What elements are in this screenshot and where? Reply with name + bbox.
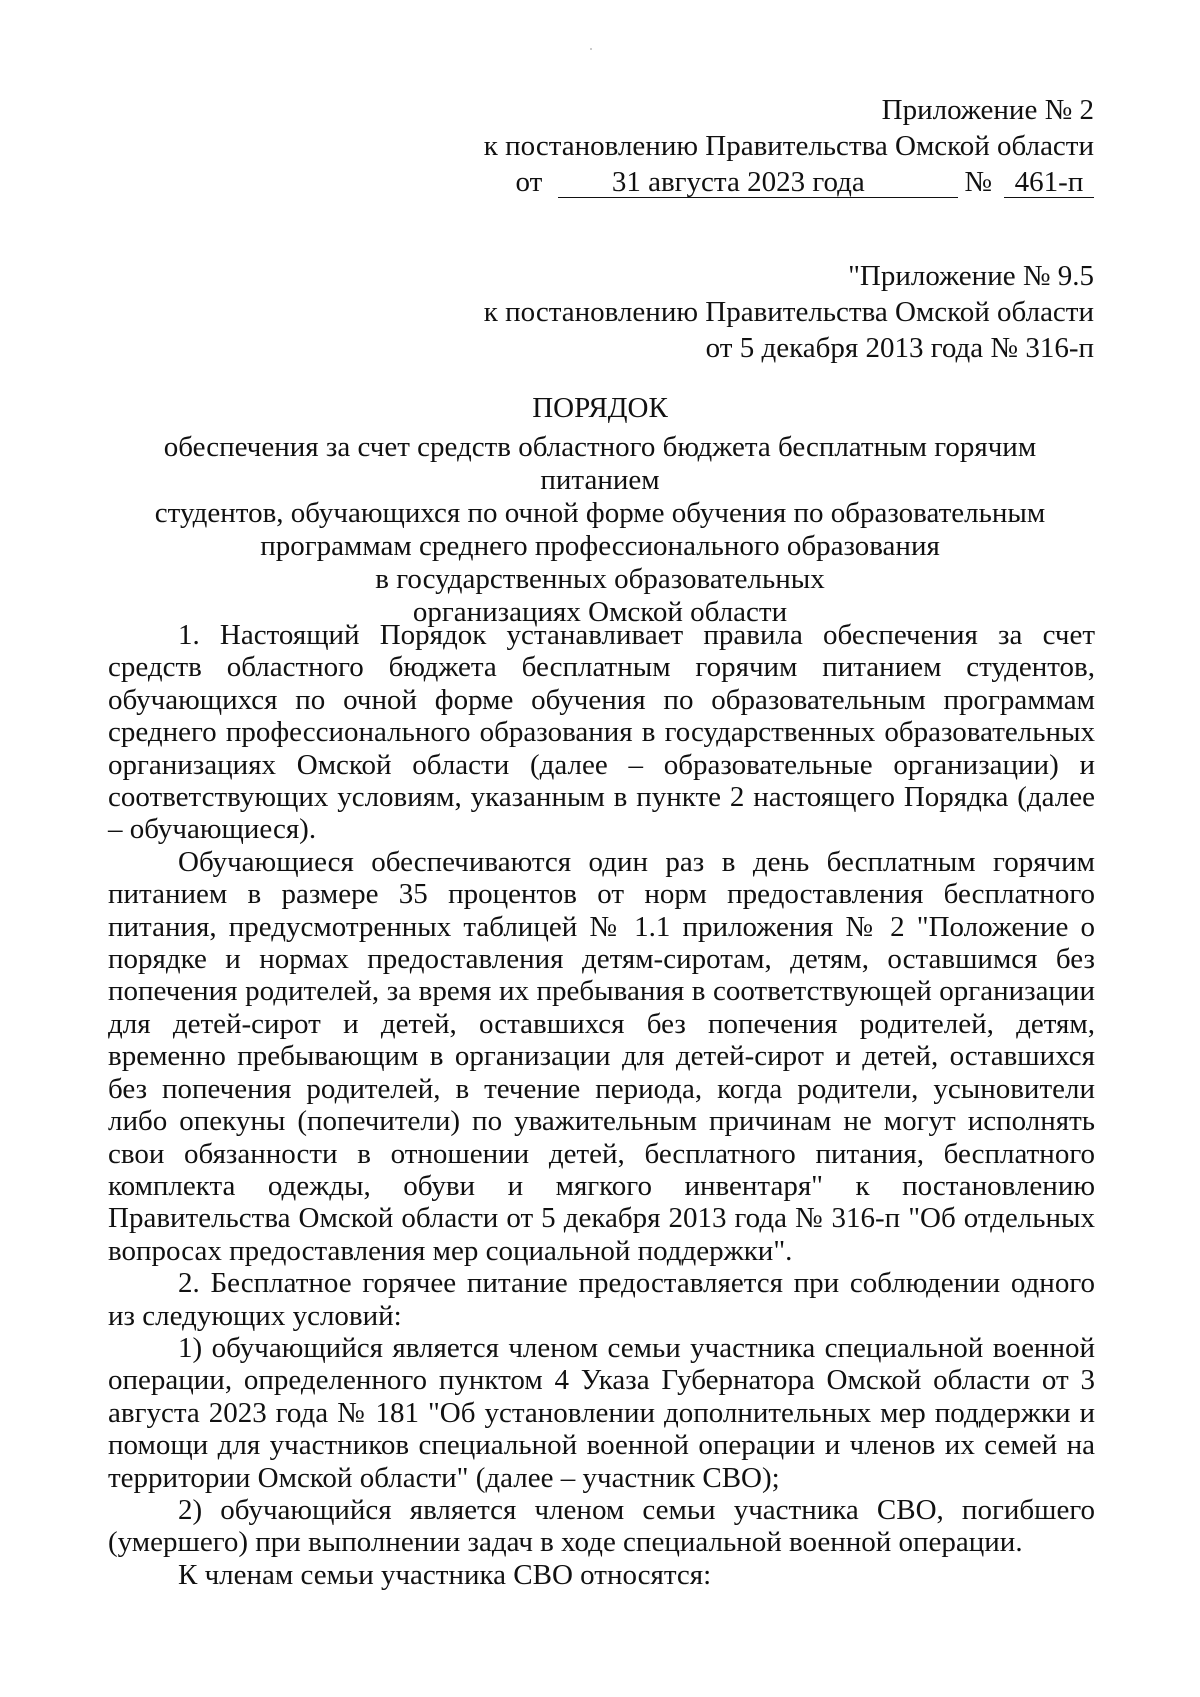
original-decree-reference: к постановлению Правительства Омской области — [483, 296, 1094, 328]
original-appendix-number: "Приложение № 9.5 — [848, 260, 1094, 292]
decree-date-line — [516, 164, 1094, 200]
title-line: в государственных образовательных — [375, 563, 825, 595]
paragraph: К членам семьи участника СВО относятся: — [178, 1558, 712, 1591]
title-line: программам среднего профессионального образования — [260, 530, 940, 562]
title-line: организациях Омской области — [412, 596, 788, 628]
decree-reference: к постановлению Правительства Омской области — [483, 130, 1094, 162]
title-line: студентов, обучающихся по очной форме обучения по образовательным — [154, 497, 1046, 529]
document-title — [105, 392, 1095, 629]
paragraph: 2) обучающийся является членом семьи участника СВО, погибшего (умершего) при выполнении задач в ходе специальной военной операции. — [108, 1493, 1095, 1559]
decree-number: 461-п — [1004, 167, 1094, 198]
document-body — [108, 619, 1095, 1591]
title-heading: ПОРЯДОК — [532, 392, 668, 424]
paragraph: Обучающиеся обеспечиваются один раз в день бесплатным горячим питанием в размере 35 процентов от норм предоставления бесплатного питания, предусмотренных таблицей № 1.1 приложения № 2 "Положение о порядке и нормах предоставления детям-сиротам, детям, оставшимся без попечения родителей, за время их пребывания в соответствующей организации для детей-сирот и детей, оставшихся без попечения родителей, детям, временно пребывающим в организации для детей-сирот и детей, оставшихся без попечения родителей, в течение периода, когда родители, усыновители либо опекуны (попечители) по уважительным причинам не могут исполнять свои обязанности в отношении детей, бесплатного питания, бесплатного комплекта одежды, обуви и мягкого инвентаря" к постановлению Правительства Омской области от 5 декабря 2013 года № 316-п "Об отдельных вопросах предоставления мер социальной поддержки". — [108, 845, 1095, 1267]
number-sign: № — [964, 166, 992, 198]
original-decree-date: от 5 декабря 2013 года № 316-п — [705, 332, 1094, 364]
scan-speck — [590, 48, 592, 50]
original-appendix-header — [484, 258, 1094, 366]
decree-date-field — [558, 167, 958, 198]
paragraph: 1) обучающийся является членом семьи участника специальной военной операции, определенного пунктом 4 Указа Губернатора Омской области от 3 августа 2023 года № 181 "Об установлении дополнительных мер поддержки и помощи для участников специальной военной операции и членов их семей на территории Омской области" (далее – участник СВО); — [108, 1331, 1095, 1494]
paragraph: 1. Настоящий Порядок устанавливает правила обеспечения за счет средств областного бюджета бесплатным горячим питанием студентов, обучающихся по очной форме обучения по образовательным программам среднего профессионального образования в государственных образовательных организациях Омской области (далее – образовательные организации) и соответствующих условиям, указанным в пункте 2 настоящего Порядка (далее – обучающиеся). — [108, 619, 1095, 846]
title-line: обеспечения за счет средств областного бюджета бесплатным горячим питанием — [163, 431, 1037, 496]
paragraph: 2. Бесплатное горячее питание предоставляется при соблюдении одного из следующих условий: — [108, 1267, 1095, 1332]
appendix-number: Приложение № 2 — [881, 94, 1094, 126]
date-prefix: от — [515, 166, 543, 198]
appendix-header — [484, 92, 1094, 200]
decree-date: 31 августа 2023 года — [611, 166, 865, 198]
